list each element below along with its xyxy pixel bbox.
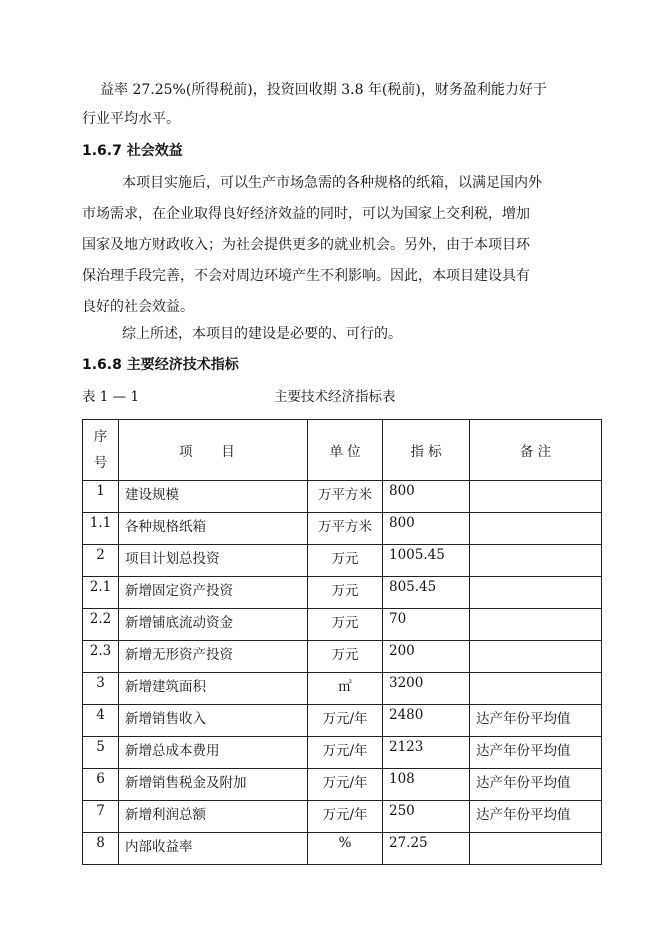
table-row: [83, 769, 602, 801]
cell-value: 1005.45: [383, 545, 470, 577]
cell-item: 内部收益率: [119, 833, 308, 865]
cell-note: 达产年份平均值: [470, 801, 602, 833]
cell-seq: 1.1: [83, 513, 119, 545]
cell-unit: 万平方米: [308, 481, 383, 513]
header-note: 备 注: [470, 420, 602, 481]
cell-item: 新增铺底流动资金: [119, 609, 308, 641]
cell-value: 2480: [383, 705, 470, 737]
cell-item: 新增销售税金及附加: [119, 769, 308, 801]
cell-unit: 万平方米: [308, 513, 383, 545]
cell-note: [470, 577, 602, 609]
cell-value: 27.25: [383, 833, 470, 865]
cell-value: 70: [383, 609, 470, 641]
cell-seq: 3: [83, 673, 119, 705]
cell-note: [470, 545, 602, 577]
cell-value: 3200: [383, 673, 470, 705]
cell-item: 新增无形资产投资: [119, 641, 308, 673]
cell-seq: 6: [83, 769, 119, 801]
table-row: [83, 833, 602, 865]
table-row: [83, 545, 602, 577]
cell-unit: 万元: [308, 609, 383, 641]
cell-value: 108: [383, 769, 470, 801]
table-row: [83, 641, 602, 673]
paragraph-line: 国家及地方财政收入；为社会提供更多的就业机会。另外，由于本项目环: [82, 237, 530, 253]
table-row: [83, 737, 602, 769]
cell-item: 新增利润总额: [119, 801, 308, 833]
cell-item: 项目计划总投资: [119, 545, 308, 577]
cell-unit: 万元/年: [308, 769, 383, 801]
cell-note: 达产年份平均值: [470, 737, 602, 769]
table-row: [83, 513, 602, 545]
table-title: 主要技术经济指标表: [274, 389, 396, 405]
cell-item: 新增销售收入: [119, 705, 308, 737]
section-heading-1-6-7: 1.6.7 社会效益: [82, 143, 183, 159]
table-row: [83, 801, 602, 833]
cell-note: [470, 481, 602, 513]
cell-value: 2123: [383, 737, 470, 769]
cell-unit: 万元/年: [308, 801, 383, 833]
cell-note: [470, 609, 602, 641]
header-item: 项 目: [119, 420, 308, 481]
header-seq: 序 号: [83, 420, 119, 481]
cell-value: 200: [383, 641, 470, 673]
header-value: 指 标: [383, 420, 470, 481]
paragraph-line: 益率 27.25%(所得税前)，投资回收期 3.8 年(税前)，财务盈利能力好于: [100, 82, 547, 98]
paragraph-line: 行业平均水平。: [82, 111, 180, 127]
cell-value: 250: [383, 801, 470, 833]
cell-unit: 万元/年: [308, 737, 383, 769]
cell-note: [470, 833, 602, 865]
cell-item: 各种规格纸箱: [119, 513, 308, 545]
cell-note: 达产年份平均值: [470, 769, 602, 801]
cell-seq: 2: [83, 545, 119, 577]
table-row: [83, 705, 602, 737]
cell-note: [470, 641, 602, 673]
cell-item: 新增固定资产投资: [119, 577, 308, 609]
cell-note: 达产年份平均值: [470, 705, 602, 737]
cell-note: [470, 513, 602, 545]
table-row: [83, 673, 602, 705]
table-number: 表 1 — 1: [82, 389, 140, 405]
cell-value: 800: [383, 513, 470, 545]
header-unit: 单 位: [308, 420, 383, 481]
cell-seq: 2.3: [83, 641, 119, 673]
cell-seq: 2.2: [83, 609, 119, 641]
cell-unit: 万元: [308, 577, 383, 609]
cell-seq: 4: [83, 705, 119, 737]
table-row: [83, 609, 602, 641]
cell-unit: 万元/年: [308, 705, 383, 737]
cell-seq: 8: [83, 833, 119, 865]
cell-note: [470, 673, 602, 705]
cell-item: 建设规模: [119, 481, 308, 513]
cell-unit: 万元: [308, 545, 383, 577]
cell-unit: ㎡: [308, 673, 383, 705]
paragraph-line: 市场需求，在企业取得良好经济效益的同时，可以为国家上交利税，增加: [82, 206, 530, 222]
table-row: [83, 577, 602, 609]
cell-item: 新增总成本费用: [119, 737, 308, 769]
table-row: [83, 481, 602, 513]
cell-unit: %: [308, 833, 383, 865]
paragraph-line: 综上所述，本项目的建设是必要的、可行的。: [122, 326, 402, 342]
cell-seq: 2.1: [83, 577, 119, 609]
cell-item: 新增建筑面积: [119, 673, 308, 705]
section-heading-1-6-8: 1.6.8 主要经济技术指标: [82, 357, 239, 373]
paragraph-line: 良好的社会效益。: [82, 299, 194, 315]
cell-seq: 7: [83, 801, 119, 833]
paragraph-line: 本项目实施后，可以生产市场急需的各种规格的纸箱，以满足国内外: [122, 175, 542, 191]
cell-value: 805.45: [383, 577, 470, 609]
paragraph-line: 保治理手段完善，不会对周边环境产生不利影响。因此，本项目建设具有: [82, 268, 530, 284]
cell-seq: 1: [83, 481, 119, 513]
indicator-table: [82, 419, 602, 865]
cell-unit: 万元: [308, 641, 383, 673]
cell-value: 800: [383, 481, 470, 513]
cell-seq: 5: [83, 737, 119, 769]
